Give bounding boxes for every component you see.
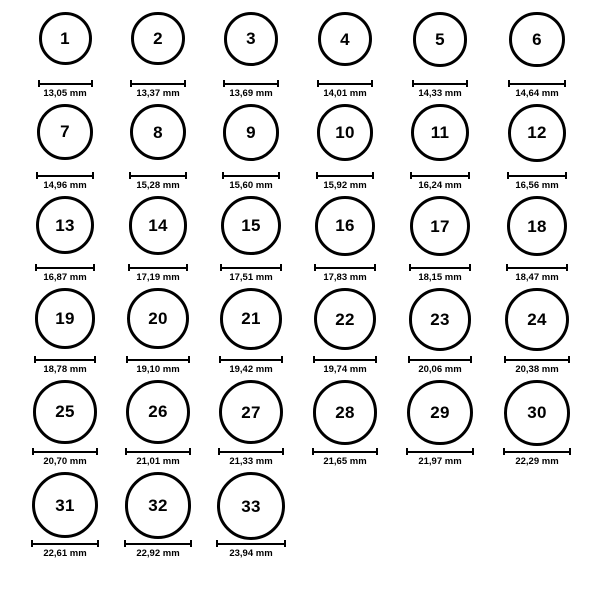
ring-circle [508,104,566,162]
dimension-bar [223,80,279,87]
ring-size-cell [112,104,204,190]
diameter-label: 20,06 mm [418,363,462,375]
dimension-bar [124,540,193,547]
diameter-dimension [35,264,95,283]
ring-size-number: 15 [241,216,261,236]
diameter-dimension [316,172,375,191]
diameter-dimension [504,356,569,375]
dimension-bar [216,540,286,547]
ring-size-number: 18 [527,216,547,236]
ring-circle [39,12,92,65]
ring-size-number: 23 [430,309,450,329]
ring-circle [509,12,564,67]
diameter-label: 20,38 mm [515,363,559,375]
ring-circle [317,104,374,161]
ring-size-cell [299,288,391,374]
ring-size-cell [394,380,486,466]
ring-size-number: 27 [241,402,261,422]
ring-circle [413,12,468,67]
ring-circle [33,380,97,444]
diameter-label: 16,24 mm [418,179,462,191]
diameter-dimension [408,356,473,375]
ring-size-cell [205,12,297,98]
ring-circle [220,288,282,350]
ring-size-cell [205,104,297,190]
dimension-bar [34,356,97,363]
ring-size-cell [394,288,486,374]
ring-circle [409,288,472,351]
ring-size-cell [491,12,583,98]
ring-circle [407,380,472,445]
diameter-dimension [31,540,99,559]
diameter-label: 15,92 mm [323,179,367,191]
ring-size-number: 14 [148,215,168,235]
ring-size-cell [491,380,583,466]
dimension-bar [408,356,473,363]
dimension-bar [36,172,94,179]
ring-size-cell [205,472,297,559]
ring-size-number: 7 [60,122,70,142]
diameter-label: 21,33 mm [229,455,273,467]
diameter-dimension [409,264,471,283]
diameter-label: 18,47 mm [515,271,559,283]
ring-size-number: 22 [335,309,355,329]
diameter-label: 17,51 mm [229,271,273,283]
ring-size-number: 1 [60,29,70,48]
ring-size-number: 9 [246,122,256,142]
ring-size-number: 13 [55,215,75,235]
diameter-dimension [219,356,283,375]
dimension-bar [312,448,379,455]
diameter-label: 15,28 mm [136,179,180,191]
diameter-dimension [36,172,94,191]
ring-size-cell [491,288,583,374]
diameter-label: 13,69 mm [229,87,273,99]
diameter-label: 16,56 mm [515,179,559,191]
ring-circle [411,104,468,161]
dimension-bar [31,540,99,547]
ring-circle [37,104,93,160]
ring-size-number: 19 [55,308,75,328]
diameter-dimension [223,80,279,99]
ring-circle [32,472,98,538]
ring-size-cell [19,472,111,558]
dimension-bar [410,172,469,179]
ring-size-cell [19,196,111,282]
diameter-dimension [410,172,469,191]
ring-size-cell [19,104,111,190]
diameter-label: 21,97 mm [418,455,462,467]
diameter-dimension [506,264,568,283]
ring-size-cell [112,380,204,466]
ring-circle [131,12,184,65]
dimension-bar [219,356,283,363]
diameter-label: 13,37 mm [136,87,180,99]
ring-size-cell [299,104,391,190]
diameter-label: 18,78 mm [43,363,87,375]
diameter-dimension [129,172,187,191]
dimension-bar [125,448,191,455]
diameter-label: 21,01 mm [136,455,180,467]
ring-size-cell [299,380,391,466]
diameter-dimension [314,264,376,283]
diameter-dimension [503,448,571,467]
dimension-bar [220,264,281,271]
ring-circle [36,196,94,254]
dimension-bar [506,264,568,271]
ring-size-cell [19,380,111,466]
diameter-label: 13,05 mm [43,88,87,99]
ring-circle [221,196,280,255]
ring-circle [313,380,378,445]
ring-size-cell [205,380,297,466]
dimension-bar [406,448,473,455]
ring-size-number: 30 [527,403,547,423]
dimension-bar [222,172,281,179]
ring-circle [223,104,280,161]
ring-size-number: 21 [241,309,261,329]
ring-size-number: 33 [241,496,261,516]
dimension-bar [129,172,187,179]
dimension-bar [313,356,377,363]
ring-size-cell [394,12,486,98]
ring-size-number: 3 [246,29,256,49]
dimension-bar [503,448,571,455]
ring-circle [315,196,375,256]
diameter-dimension [38,80,93,99]
diameter-dimension [317,80,373,99]
ring-circle [125,472,192,539]
diameter-label: 20,70 mm [43,455,87,467]
diameter-dimension [126,356,189,375]
diameter-label: 14,64 mm [515,87,559,99]
ring-size-cell [394,104,486,190]
diameter-label: 19,10 mm [136,363,180,375]
ring-size-number: 24 [527,310,547,330]
ring-size-number: 32 [148,495,168,515]
ring-circle [129,196,188,255]
ring-size-number: 17 [430,216,450,236]
ring-size-number: 25 [55,402,75,422]
diameter-dimension [312,448,379,467]
dimension-bar [504,356,569,363]
diameter-label: 14,96 mm [43,179,87,191]
ring-size-number: 8 [153,122,163,142]
ring-circle [505,288,568,351]
ring-circle [318,12,372,66]
ring-size-number: 4 [340,29,350,49]
diameter-label: 22,92 mm [136,547,180,559]
ring-circle [127,288,188,349]
diameter-label: 18,15 mm [418,271,462,283]
ring-size-number: 28 [335,402,355,422]
diameter-label: 14,01 mm [323,87,367,99]
ring-size-number: 5 [435,29,445,49]
ring-circle [507,196,567,256]
diameter-dimension [34,356,97,375]
ring-circle [35,288,96,349]
dimension-bar [130,80,185,87]
ring-size-cell [112,12,204,98]
diameter-dimension [130,80,185,99]
ring-size-number: 26 [148,402,168,422]
dimension-bar [317,80,373,87]
dimension-bar [507,172,567,179]
ring-circle [410,196,470,256]
dimension-bar [128,264,189,271]
diameter-dimension [32,448,98,467]
ring-size-number: 6 [532,30,542,50]
dimension-bar [409,264,471,271]
ring-size-cell [299,12,391,98]
ring-size-cell [205,196,297,282]
diameter-label: 19,42 mm [229,363,273,375]
dimension-bar [316,172,375,179]
diameter-dimension [412,80,469,99]
dimension-bar [126,356,189,363]
dimension-bar [38,80,93,87]
diameter-dimension [220,264,281,283]
ring-circle [224,12,278,66]
diameter-label: 23,94 mm [229,548,273,559]
diameter-label: 21,65 mm [323,455,367,467]
ring-size-number: 10 [335,122,355,142]
diameter-dimension [313,356,377,375]
diameter-dimension [406,448,473,467]
diameter-dimension [507,172,567,191]
ring-size-cell [394,196,486,282]
dimension-bar [32,448,98,455]
ring-size-cell [491,196,583,282]
diameter-label: 17,19 mm [136,271,180,283]
ring-size-number: 20 [148,309,168,329]
dimension-bar [508,80,565,87]
ring-size-cell [112,196,204,282]
dimension-bar [218,448,284,455]
dimension-bar [412,80,469,87]
dimension-bar [35,264,95,271]
ring-size-number: 31 [55,495,75,515]
diameter-label: 19,74 mm [323,363,367,375]
ring-circle [504,380,570,446]
ring-circle [130,104,186,160]
diameter-dimension [508,80,565,99]
ring-size-cell [19,288,111,374]
diameter-label: 15,60 mm [229,179,273,191]
ring-size-number: 29 [430,403,450,423]
diameter-label: 22,61 mm [43,547,87,559]
ring-size-number: 2 [153,29,163,49]
diameter-dimension [216,540,286,559]
ring-size-cell [112,288,204,374]
ring-circle [219,380,283,444]
diameter-label: 17,83 mm [323,271,367,283]
diameter-dimension [218,448,284,467]
ring-size-cell [491,104,583,190]
ring-circle [217,472,285,540]
diameter-dimension [222,172,281,191]
dimension-bar [314,264,376,271]
ring-size-cell [205,288,297,374]
ring-size-number: 12 [527,123,547,143]
diameter-dimension [128,264,189,283]
ring-size-cell [299,196,391,282]
ring-size-cell [112,472,204,558]
ring-circle [126,380,190,444]
diameter-dimension [124,540,193,559]
diameter-label: 16,87 mm [43,271,87,283]
diameter-label: 22,29 mm [515,455,559,467]
diameter-label: 14,33 mm [418,87,462,99]
ring-size-number: 16 [335,216,355,236]
ring-size-cell [19,12,111,99]
ring-circle [314,288,376,350]
diameter-dimension [125,448,191,467]
ring-size-number: 11 [430,123,450,143]
